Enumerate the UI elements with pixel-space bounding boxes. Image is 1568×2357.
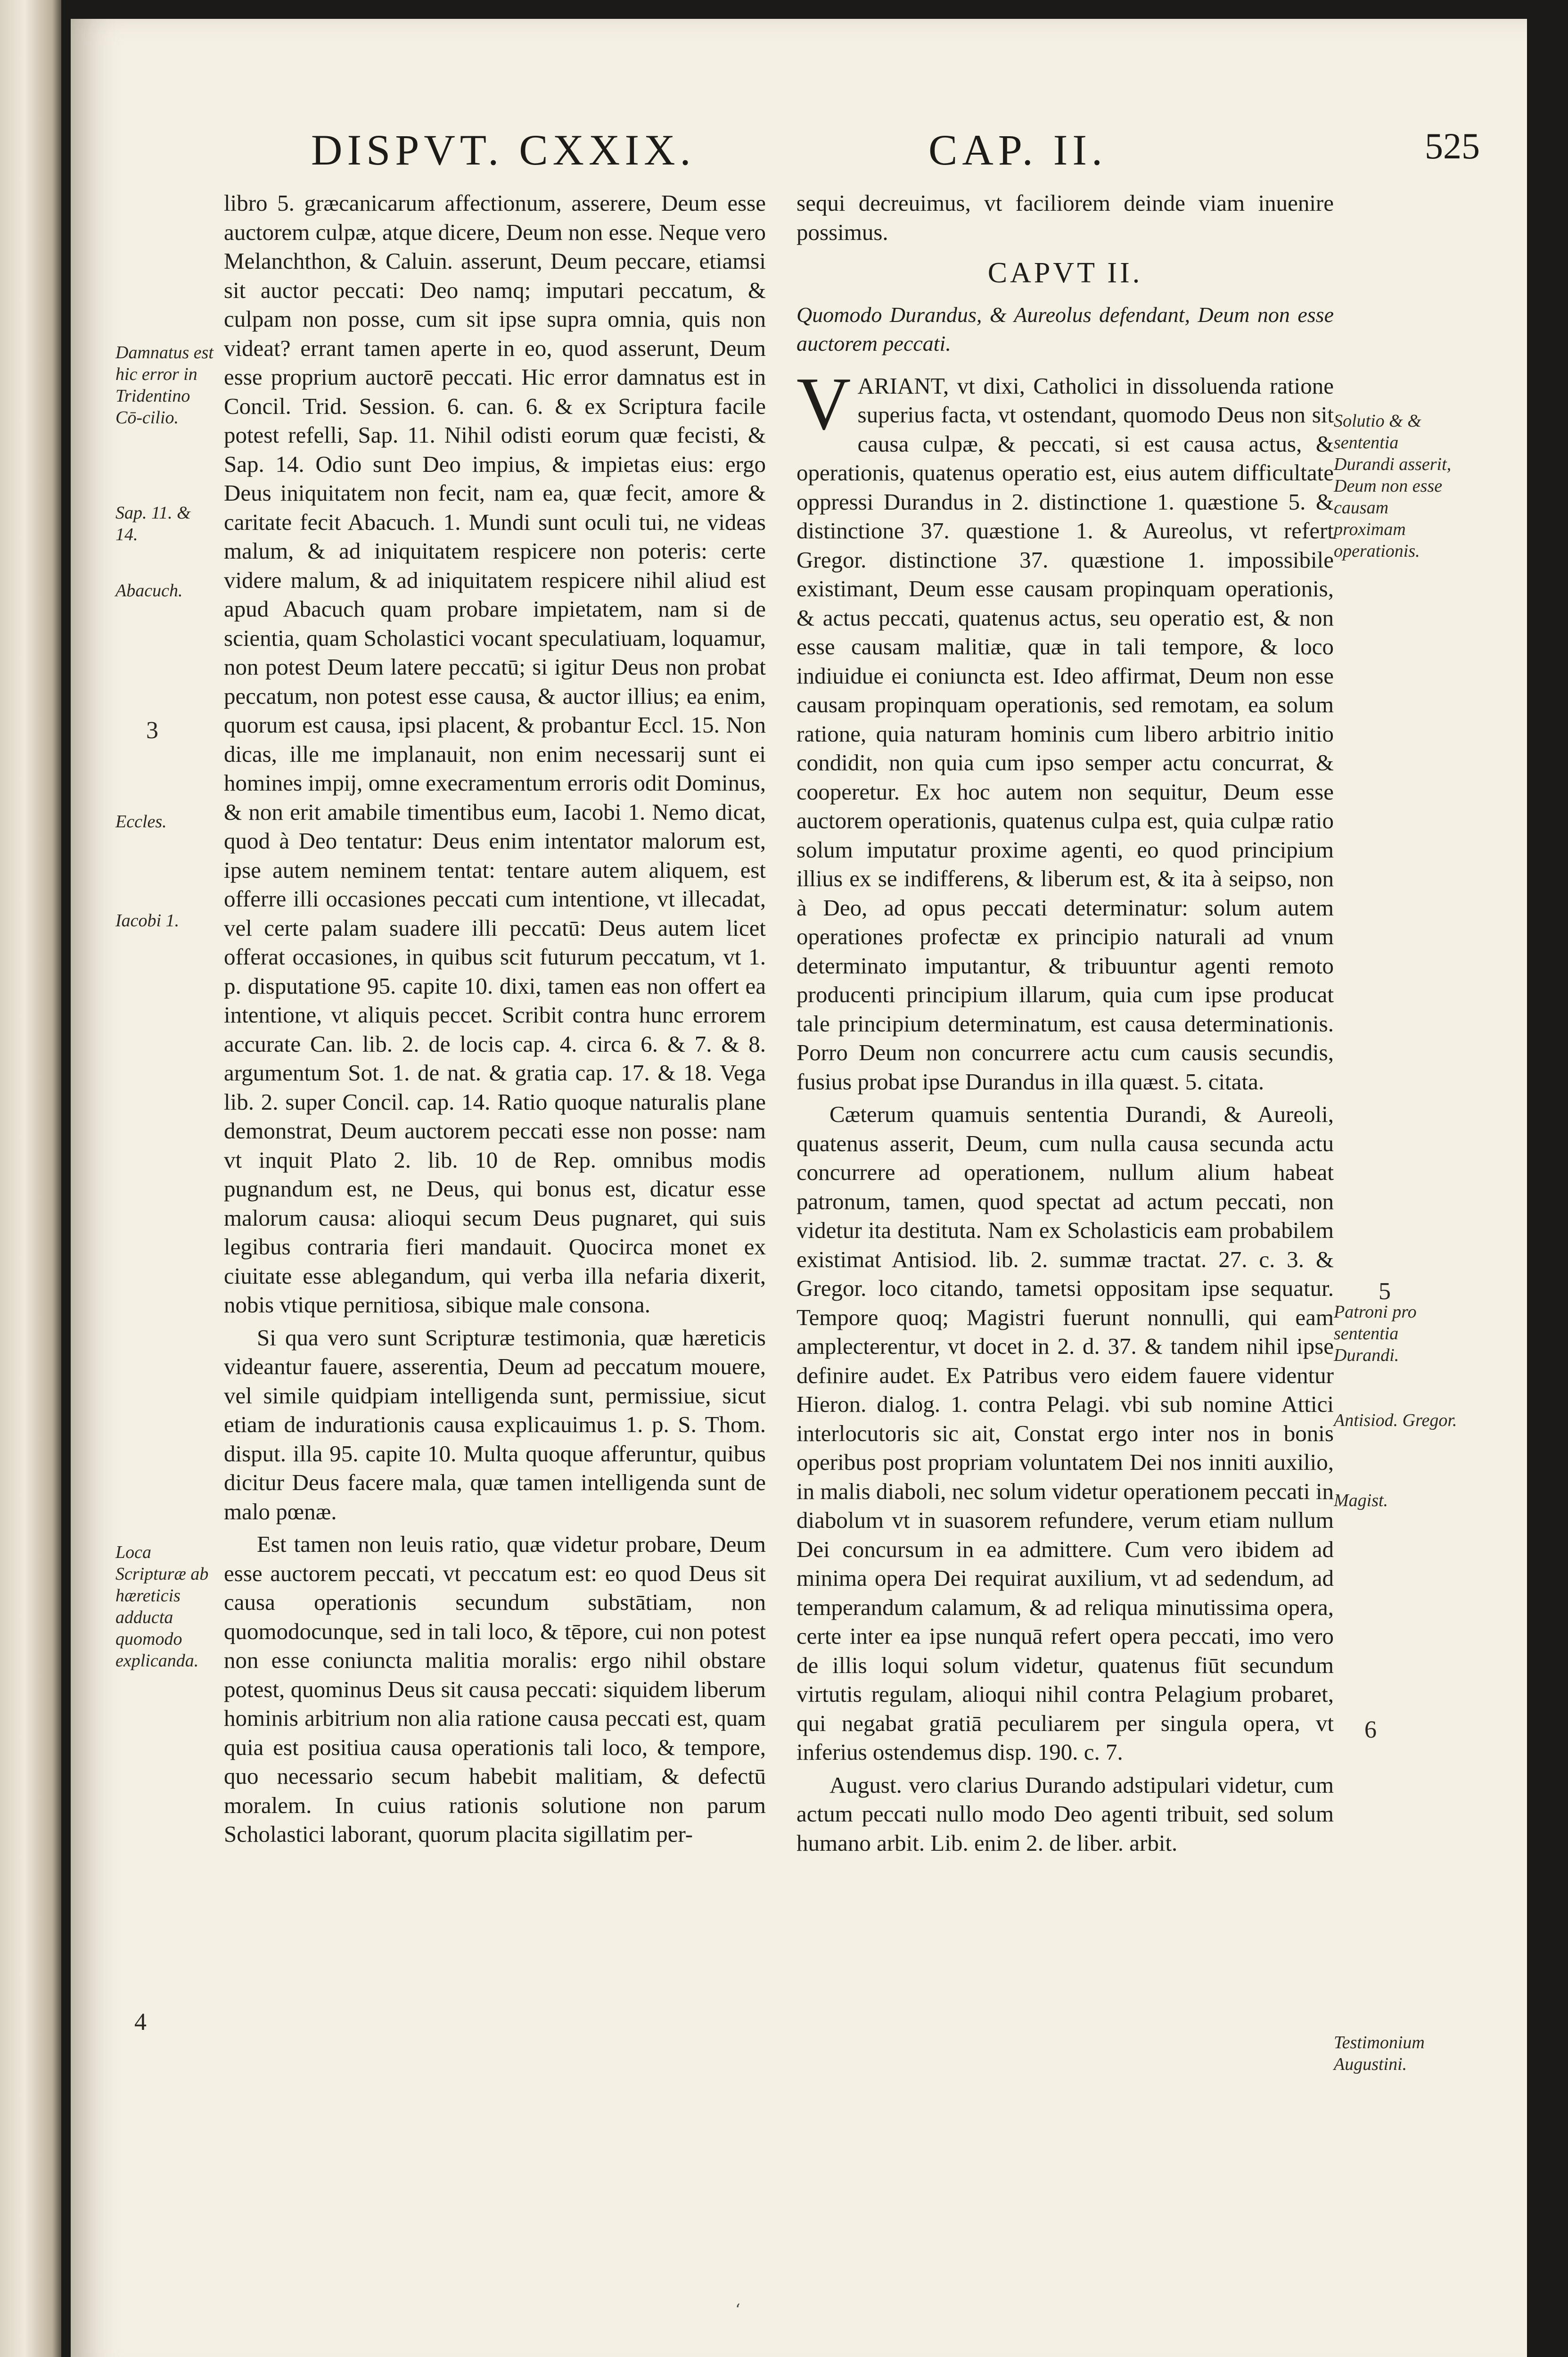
margin-note: Magist. [1334, 1491, 1388, 1510]
chapter-subtitle: Quomodo Durandus, & Aureolus defendant, Deum non esse auctorem peccati. [796, 302, 1334, 355]
paragraph: libro 5. græcanicarum affectionum, asserere, Deum esse auctorem culpæ, atque dicere, Deum non esse. Neque vero Melanchthon, & Caluin. asserunt, Deum peccare, etiamsi sit auctor peccati: Deo namq; imputari peccatum, & culpam non posse, cum sit ipse supra omnia, quis non videat? errant tamen aperte in eo, quod asserunt, Deum esse proprium auctorē peccati. Hic error damnatus est in Concil. Trid. Session. 6. can. 6. & ex Scriptura facile potest refelli, Sap. 11. Nihil odisti eorum quæ fecisti, & Sap. 14. Odio sunt Deo impius, & impietas eius: ergo Deus iniquitatem non fecit, nam ea, quæ fecit, amore & caritate fecit Abacuch. 1. Mundi sunt oculi tui, ne videas malum, & ad iniquitatem respicere non poteris: certe videre malum, & ad iniquitatem respicere nihil aliud est apud Abacuch quam probare impietatem, nam si de scientia, quam Scholastici vocant speculatiuam, loquamur, non potest Deum latere peccatū; si igitur Deus non probat peccatum, non potest esse causa, & auctor illius; ea enim, quorum est causa, ipsi placent, & probantur Eccl. 15. Non dicas, ille me implanauit, non enim necessarij sunt ei homines impij, omne execramentum erroris odit Dominus, & non erit amabile timentibus eum, Iacobi 1. Nemo dicat, quod à Deo tentatur: Deus enim intentator malorum est, ipse autem neminem tentat: tentare autem aliquem, est offerre illi occasiones peccati cum intentione, vt illecadat, vel certe palam suadere illi peccatū: Deus autem licet offerat occasiones, in quibus scit futurum peccatum, vt 1. p. disputatione 95. capite 10. dixi, tamen eas non offert ea intentione, vt aliquis peccet. Scribit contra hunc errorem accurate Can. lib. 2. de locis cap. 4. circa 6. & 7. & 8. argumentum Sot. 1. de nat. & gratia cap. 17. & 18. Vega lib. 2. super Concil. cap. 14. Ratio quoque naturalis plane demonstrat, Deum auctorem peccati esse non posse: nam vt inquit Plato 2. lib. 10 de Rep. omnibus modis pugnandum est, ne Deus, qui bonus est, dicatur esse malorum causa: alioqui secum Deus pugnaret, qui suis legibus contraria fieri mandauit. Quocirca monet ex ciuitate esse ablegandum, qui verba illa nefaria dixerit, nobis vtique pernitiosa, sibique male consona. [224, 190, 766, 1318]
paragraph: Si qua vero sunt Scripturæ testimonia, quæ hæreticis videantur fauere, asserentia, Deum ad peccatum mouere, vel simile quidpiam intelligenda sunt, permissiue, sicut etiam de indurationis causa explicauimus 1. p. S. Thom. disput. illa 95. capite 10. Multa quoque afferuntur, quibus dicitur Deus facere mala, quæ tamen intelligenda sunt de malo pœnæ. [224, 1324, 766, 1525]
running-header [245, 125, 1480, 177]
drop-cap: V [796, 361, 851, 445]
paragraph: Cæterum quamuis sententia Durandi, & Aureoli, quatenus asserit, Deum, cum nulla causa secunda actu concurrere ad operationem, nullum alium habeat patronum, tamen, quod spectat ad actum peccati, non videtur ita destituta. Nam ex Scholasticis eam probabilem existimat Antisiod. lib. 2. summæ tractat. 27. c. 3. & Gregor. loco citando, tametsi oppositam ipse sequatur. Tempore quoq; Magistri fuerunt nonnulli, qui eam amplecterentur, vt docet in 2. d. 37. & tandem nihil ipse definire audet. Ex Patribus vero eidem fauere videntur Hieron. dialog. 1. contra Pelagi. vbi sub nomine Attici interlocutoris sic ait, Constat ergo inter nos in bonis operibus post propriam voluntatem Dei nos inniti auxilio, in malis diaboli, nec solum videtur operationem peccati in diabolum vt in suasorem refundere, verum etiam nullum Dei concursum in ea admittere. Cum vero ibidem ad minima opera Dei requirat auxilium, vt ad sedendum, ad temperandum calamum, & ad reliqua minutissima opera, certe inter ea ipse nunquā refert opera peccati, imo vero de illis loqui solum videtur, quatenus fiūt secundum virtutis regulam, alioqui nihil contra Pelagium probaret, qui negabat gratiā peculiarem per singula opera, vt inferius ostendemus disp. 190. c. 7. [796, 1101, 1334, 1765]
margin-note: Loca Scripturæ ab hæreticis adducta quomodo explicanda. [115, 1542, 209, 1671]
margin-number: 5 [1379, 1278, 1391, 1305]
page-number: 525 [1425, 125, 1480, 166]
page-mark: ‘ [735, 2300, 740, 2319]
margin-number: 6 [1364, 1716, 1377, 1743]
header-disputation: DISPVT. CXXIX. [311, 126, 696, 174]
margin-note: Abacuch. [115, 581, 183, 601]
chapter-title: CAPVT II. [987, 257, 1143, 289]
margin-note: Damnatus est hic error in Tridentino Cō-cilio. [115, 343, 213, 428]
margin-note: Patroni pro sententia Durandi. [1334, 1302, 1417, 1365]
paragraph: sequi decreuimus, vt faciliorem deinde viam inuenire possimus. [796, 190, 1334, 245]
margin-note: Sap. 11. & 14. [115, 503, 191, 544]
margin-note: Iacobi 1. [115, 911, 180, 931]
paragraph: August. vero clarius Durando adstipulari videtur, cum actum peccati nullo modo Deo agenti tribuit, sed solum humano arbit. Lib. enim 2. de liber. arbit. [796, 1772, 1334, 1856]
margin-number: 3 [146, 717, 158, 744]
right-text-column [796, 189, 1334, 1861]
margin-note: Antisiod. Gregor. [1334, 1410, 1457, 1430]
paragraph-text: ARIANT, vt dixi, Catholici in dissoluenda ratione superius facta, vt ostendant, quomodo Deus non sit causa culpæ, & peccati, si est causa actus, & operationis, quatenus operatio est, eius autem difficultate oppressi Durandus in 2. distinctione 1. quæstione 5. & distinctione 37. quæstione 1. & Aureolus, vt refert Gregor. distinctione 37. quæstione 1. impossibile existimant, Deum esse causam propinquam operationis, & actus peccati, quatenus actus, seu operatio est, & non esse causam malitiæ, quæ in tali tempore, & loco indiuidue ei coniuncta est. Ideo affirmat, Deum non esse causam propinquam operationis, sed remotam, ea solum ratione, quia naturam hominis cum libero arbitrio initio condidit, non quia cum ipso semper actu concurrat, & cooperetur. Ex hoc autem non sequitur, Deum esse auctorem operationis, quatenus culpa est, quia culpæ ratio solum imputatur proxime agenti, eo quod principium illius ex se indifferens, & liberum est, & ita à seipso, non à Deo, ad opus peccati determinatur: solum autem operationes profectæ ex principio naturali ad vnum determinato imputantur, & tribuuntur agenti remoto producenti principium illarum, quia cum ipse producat tale principium determinatum, est causa determinationis. Porro Deum non concurrere actu cum causis secundis, fusius probat ipse Durandus in illa quæst. 5. citata. [796, 372, 1334, 1095]
margin-note: Testimonium Augustini. [1334, 2033, 1425, 2074]
paragraph: Est tamen non leuis ratio, quæ videtur probare, Deum esse auctorem peccati, vt peccatum est: eo quod Deus sit causa operationis secundum substātiam, non quomodocunque, sed in tali loco, & tēpore, cui non potest non esse coniuncta malitia moralis: ergo nihil obstare potest, quominus Deus sit causa peccati: siquidem liberum hominis arbitrium non alia ratione causa peccati est, quam quia est positiua causa operationis tali loco, & tempore, quo necessario secum habebit malitiam, & defectū moralem. In cuius rationis solutione non parum Scholastici laborant, quorum placita sigillatim per- [224, 1531, 766, 1847]
header-chapter: CAP. II. [928, 126, 1108, 174]
paragraph [796, 361, 1334, 1096]
book-spine [0, 0, 61, 2357]
left-text-column [224, 189, 766, 1853]
margin-note: Eccles. [115, 812, 167, 832]
margin-note: Solutio & & sententia Durandi asserit, Deum non esse causam proximam operationis. [1334, 411, 1452, 561]
margin-number: 4 [134, 2009, 147, 2036]
